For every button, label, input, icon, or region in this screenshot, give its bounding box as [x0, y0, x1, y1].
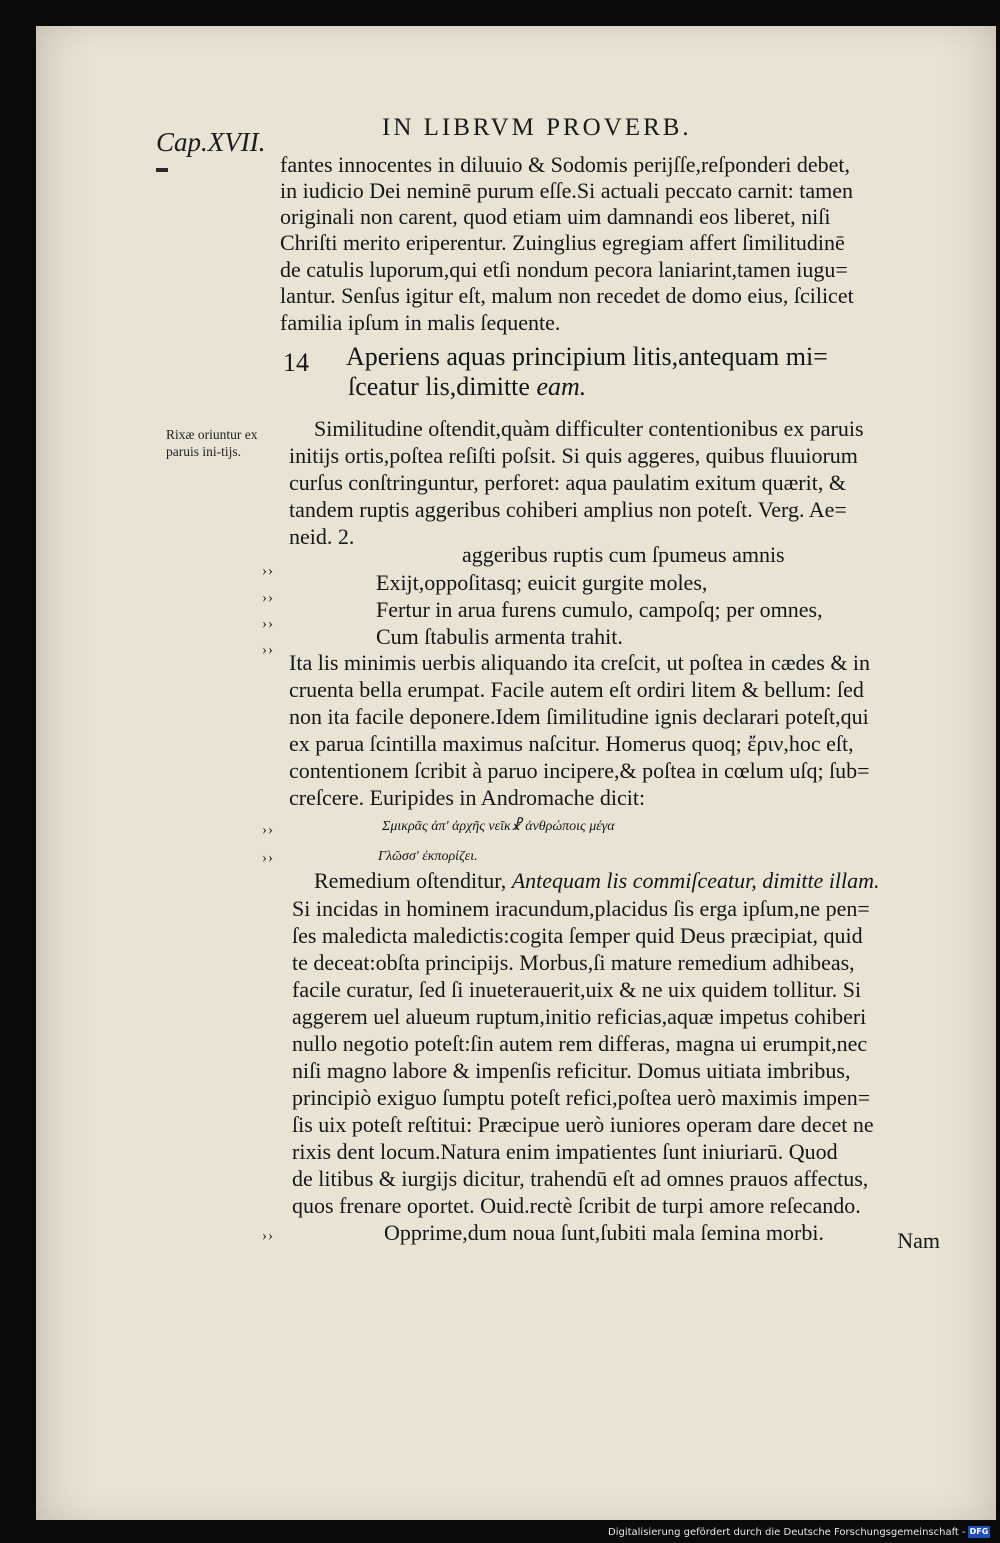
text-line: de catulis luporum,qui etſi nondum pecora laniarint,tamen iugu= [280, 257, 848, 282]
text-line: ſes maledicta maledictis:cogita ſemper quid Deus præcipiat, quid [292, 923, 863, 948]
text-line: niſi magno labore & impenſis reficitur. Domus uitiata imbribus, [292, 1058, 851, 1083]
text-line: Si incidas in hominem iracundum,placidus ſis erga ipſum,ne pen= [292, 896, 870, 921]
text-line: nullo negotio poteſt:ſin autem rem differas, magna ui erumpit,nec [292, 1031, 868, 1056]
margin-dash [156, 168, 168, 172]
quote-mark: ›› [262, 642, 274, 658]
dfg-logo-icon: DFG [969, 1527, 989, 1536]
text-line: de litibus & iurgijs dicitur, trahendū eſt ad omnes prauos affectus, [292, 1166, 869, 1191]
text-line: initijs ortis,poſtea reſiſti poſsit. Si quis aggeres, quibus fluuiorum [289, 443, 858, 468]
text-line: tandem ruptis aggeribus cohiberi amplius non poteſt. Verg. Ae= [289, 497, 847, 522]
text-line: creſcere. Euripides in Andromache dicit: [289, 785, 646, 810]
catchword: Nam [897, 1228, 940, 1253]
quote-line: aggeribus ruptis cum ſpumeus amnis [462, 542, 785, 567]
marginal-note: Rixæ oriuntur ex paruis ini-tijs. [166, 427, 258, 459]
text-line: Similitudine oſtendit,quàm difficulter contentionibus ex paruis [314, 416, 864, 441]
quote-mark: ›› [262, 616, 274, 632]
text-line: Ita lis minimis uerbis aliquando ita creſcit, ut poſtea in cædes & in [289, 650, 871, 675]
text-line: rixis dent locum.Natura enim impatientes ſunt iniuriarū. Quod [292, 1139, 838, 1164]
verse-number: 14 [283, 348, 309, 377]
text-line: quos frenare oportet. Ouid.rectè ſcribit de turpi amore reſecando. [292, 1193, 861, 1218]
text-line: lantur. Senſus igitur eſt, malum non recedet de domo eius, ſcilicet [280, 283, 854, 308]
quote-mark: ›› [262, 590, 274, 606]
running-head: IN LIBRVM PROVERB. [382, 114, 692, 141]
text-line: in iudicio Dei neminē purum eſſe.Si actuali peccato carnit: tamen [280, 178, 854, 203]
text-line: non ita facile deponere.Idem ſimilitudine ignis declarari poteſt,qui [289, 704, 869, 729]
text-line: familia ipſum in malis ſequente. [280, 310, 561, 335]
text-line: contentionem ſcribit à paruo incipere,& poſtea in cœlum uſq; ſub= [289, 758, 870, 783]
quote-mark: ›› [262, 850, 274, 866]
quote-mark: ›› [262, 1228, 274, 1244]
text-line: te deceat:obſta principijs. Morbus,ſi mature remedium adhibeas, [292, 950, 855, 975]
text-line: aggerem uel alueum ruptum,initio reficias,aquæ impetus cohiberi [292, 1004, 867, 1029]
verse-text: Aperiens aquas principium litis,antequam mi= [346, 342, 828, 371]
text-line: curſus conſtringuntur, perforet: aqua paulatim exitum quærit, & [289, 470, 846, 495]
quote-line: Cum ſtabulis armenta trahit. [376, 624, 623, 649]
text-line: Remedium oſtenditur, Antequam lis commiſceatur, dimitte illam. [314, 868, 880, 893]
text-line: Opprime,dum noua ſunt,ſubiti mala ſemina morbi. [384, 1220, 824, 1245]
text-line: ex parua ſcintilla maximus naſcitur. Homerus quoq; ἔριν,hoc eſt, [289, 731, 854, 756]
text-line: originali non carent, quod etiam uim damnandi eos liberet, niſi [280, 204, 831, 229]
quote-mark: ›› [262, 822, 274, 838]
text-line: ſis uix poteſt reſtitui: Præcipue uerò iuniores operam dare decet ne [292, 1112, 874, 1137]
text-line: cruenta bella erumpat. Facile autem eſt ordiri litem & bellum: ſed [289, 677, 864, 702]
verse-text: ſceatur lis,dimitte eam. [348, 372, 587, 401]
text-line: Chriſti merito eriperentur. Zuinglius egregiam affert ſimilitudinē [280, 230, 845, 255]
quote-line: Exijt,oppoſitasq; euicit gurgite moles, [376, 570, 708, 595]
text-line: principiò exiguo ſumptu poteſt refici,poſtea uerò maximis impen= [292, 1085, 871, 1110]
text-line: fantes innocentes in diluuio & Sodomis perijſſe,reſponderi debet, [280, 152, 851, 177]
greek-line: Σμικρᾶς ἀπ' ἀρχῆς νεῖκ☧ ἀνθρώποις μέγα [382, 819, 615, 834]
greek-line: Γλῶσσ' ἐκπορίζει. [378, 849, 478, 864]
quote-line: Fertur in arua furens cumulo, campoſq; per omnes, [376, 597, 823, 622]
digitization-credit: Digitalisierung gefördert durch die Deutsche Forschungsgemeinschaft - [608, 1527, 966, 1538]
text-line: neid. 2. [289, 524, 355, 549]
text-line: facile curatur, ſed ſi inueterauerit,uix & ne uix quidem tollitur. Si [292, 977, 862, 1002]
chapter-marker: Cap.XVII. [156, 127, 266, 157]
quote-mark: ›› [262, 563, 274, 579]
